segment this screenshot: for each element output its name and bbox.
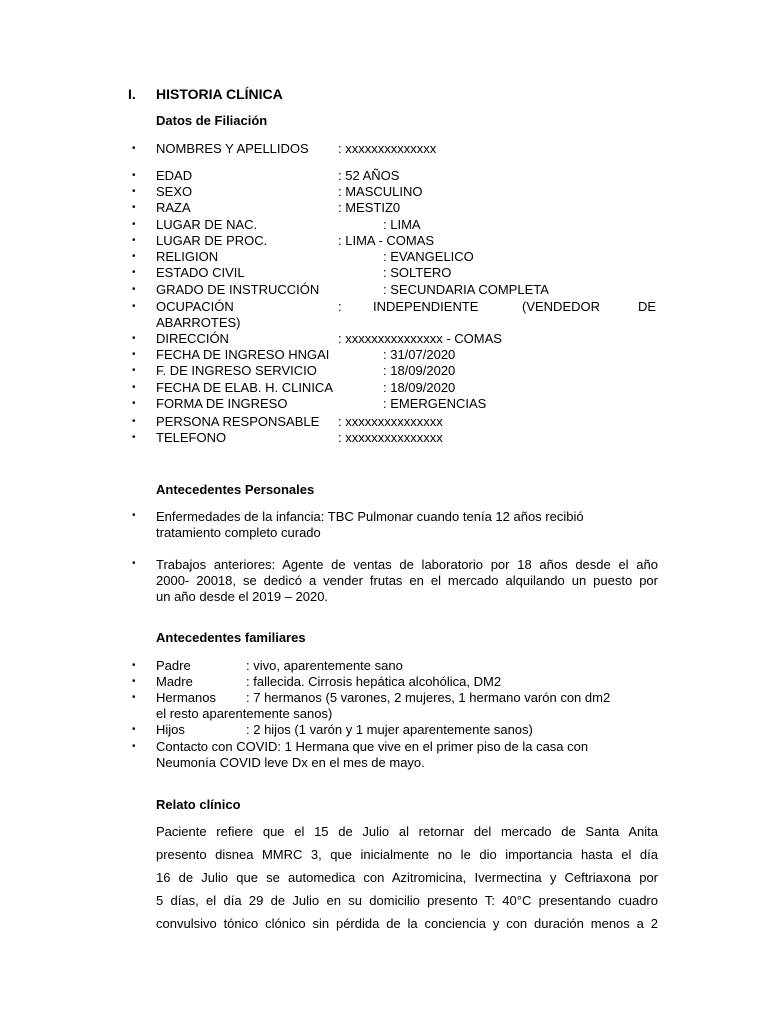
bullet: • [132, 186, 136, 197]
bullet: • [132, 235, 136, 246]
text-line: un año desde el 2019 – 2020. [156, 589, 329, 604]
bullet: • [132, 741, 136, 752]
field-colon: : [338, 299, 342, 314]
filiacion-item-lugar-nac [128, 217, 658, 233]
bullet: • [132, 267, 136, 278]
bullet: • [132, 382, 136, 393]
field-value: : vivo, aparentemente sano [246, 658, 403, 673]
field-label: Hermanos [156, 690, 216, 705]
field-value: : xxxxxxxxxxxxxx [338, 141, 437, 156]
personales-item-infancia [156, 509, 658, 541]
filiacion-heading: Datos de Filiación [156, 113, 268, 128]
field-label: ESTADO CIVIL [156, 265, 245, 280]
filiacion-item-direccion [128, 331, 658, 347]
field-value: : 2 hijos (1 varón y 1 mujer aparentemente sanos) [246, 722, 533, 737]
bullet: • [132, 724, 136, 735]
relato-line: 16 de Julio que se automedica con Azitromicina, Ivermectina y Ceftriaxona por [156, 870, 658, 885]
field-label: DIRECCIÓN [156, 331, 229, 346]
familiares-item-hijos [128, 722, 658, 738]
filiacion-item-ingreso-servicio [128, 363, 658, 379]
field-value: : fallecida. Cirrosis hepática alcohólica, DM2 [246, 674, 502, 689]
relato-line: convulsivo tónico clónico sin pérdida de la conciencia y con duración menos a 2 [156, 916, 658, 931]
text-line: Enfermedades de la infancia: TBC Pulmonar cuando tenía 12 años recibió [156, 509, 584, 524]
field-value-word: INDEPENDIENTE [373, 299, 479, 314]
field-value: : EMERGENCIAS [383, 396, 487, 411]
field-value: : 18/09/2020 [383, 363, 456, 378]
filiacion-item-fecha-ingreso [128, 347, 658, 363]
bullet: • [132, 301, 136, 312]
field-value: : LIMA - COMAS [338, 233, 435, 248]
field-value: : MESTIZ0 [338, 200, 401, 215]
bullet: • [132, 558, 136, 569]
bullet: • [132, 416, 136, 427]
field-value: : EVANGELICO [383, 249, 474, 264]
field-label: FECHA DE ELAB. H. CLINICA [156, 380, 333, 395]
field-label: Hijos [156, 722, 185, 737]
field-label: TELEFONO [156, 430, 227, 445]
field-label: LUGAR DE PROC. [156, 233, 268, 248]
familiares-item-hermanos [128, 690, 658, 706]
filiacion-item-fecha-elab [128, 380, 658, 396]
text-line: tratamiento completo curado [156, 525, 321, 540]
text-line: 2000- 20018, se dedicó a vender frutas en el mercado alquilando un puesto por [156, 573, 658, 588]
field-label: LUGAR DE NAC. [156, 217, 258, 232]
section-title: HISTORIA CLÍNICA [156, 86, 283, 102]
filiacion-item-sexo [128, 184, 658, 200]
bullet: • [132, 219, 136, 230]
field-label: SEXO [156, 184, 193, 199]
filiacion-item-estado-civil [128, 265, 658, 281]
field-value: : 18/09/2020 [383, 380, 456, 395]
text-line: Contacto con COVID: 1 Hermana que vive en el primer piso de la casa con [156, 739, 589, 754]
field-value: : 7 hermanos (5 varones, 2 mujeres, 1 hermano varón con dm2 [246, 690, 611, 705]
familiares-item-padre [128, 658, 658, 674]
familiares-item-hermanos-cont [128, 706, 658, 722]
filiacion-item-forma-ingreso [128, 396, 658, 412]
field-label: FECHA DE INGRESO HNGAI [156, 347, 330, 362]
field-value: : 31/07/2020 [383, 347, 456, 362]
bullet: • [132, 398, 136, 409]
bullet: • [132, 660, 136, 671]
relato-line: Paciente refiere que el 15 de Julio al retornar del mercado de Santa Anita [156, 824, 658, 839]
field-value: : MASCULINO [338, 184, 423, 199]
field-value-continued: ABARROTES) [156, 315, 241, 330]
personales-item-trabajos [156, 557, 658, 605]
filiacion-item-religion [128, 249, 658, 265]
field-label: Padre [156, 658, 191, 673]
filiacion-item-raza [128, 200, 658, 216]
field-label: PERSONA RESPONSABLE [156, 414, 320, 429]
field-value-continued: el resto aparentemente sanos) [156, 706, 333, 721]
bullet: • [132, 432, 136, 443]
field-label: F. DE INGRESO SERVICIO [156, 363, 317, 378]
field-value: : SECUNDARIA COMPLETA [383, 282, 549, 297]
field-value: : xxxxxxxxxxxxxxx [338, 414, 443, 429]
field-label: RAZA [156, 200, 191, 215]
bullet: • [132, 251, 136, 262]
bullet: • [132, 143, 136, 154]
bullet: • [132, 333, 136, 344]
relato-heading: Relato clínico [156, 797, 241, 812]
section-number: I. [128, 86, 136, 102]
filiacion-item-ocupacion [128, 299, 658, 331]
field-label: OCUPACIÓN [156, 299, 234, 314]
familiares-item-madre [128, 674, 658, 690]
relato-line: presento disnea MMRC 3, que inicialmente no le dio importancia hasta el día [156, 847, 658, 862]
filiacion-item-edad [128, 168, 658, 184]
bullet: • [132, 284, 136, 295]
field-label: FORMA DE INGRESO [156, 396, 288, 411]
field-label: Madre [156, 674, 193, 689]
personales-heading: Antecedentes Personales [156, 482, 315, 497]
bullet: • [132, 676, 136, 687]
text-line: Trabajos anteriores: Agente de ventas de laboratorio por 18 años desde el año [156, 557, 658, 572]
relato-line: 5 días, el día 29 de Julio en su domicilio presento T: 40°C presentando cuadro [156, 893, 658, 908]
familiares-item-covid-cont [128, 755, 658, 771]
filiacion-item-persona [128, 414, 658, 430]
bullet: • [132, 170, 136, 181]
field-label: NOMBRES Y APELLIDOS [156, 141, 309, 156]
text-line: Neumonía COVID leve Dx en el mes de mayo. [156, 755, 425, 770]
filiacion-item-lugar-proc [128, 233, 658, 249]
field-label: RELIGION [156, 249, 219, 264]
filiacion-item-telefono [128, 430, 658, 446]
familiares-heading: Antecedentes familiares [156, 630, 306, 645]
field-value: : xxxxxxxxxxxxxxx [338, 430, 443, 445]
field-value: : LIMA [383, 217, 421, 232]
familiares-item-covid [128, 739, 658, 755]
field-label: EDAD [156, 168, 193, 183]
field-value: : 52 AÑOS [338, 168, 400, 183]
field-value: : xxxxxxxxxxxxxxx - COMAS [338, 331, 502, 346]
field-value-word: DE [638, 299, 657, 314]
bullet: • [132, 692, 136, 703]
field-value: : SOLTERO [383, 265, 452, 280]
bullet: • [132, 202, 136, 213]
field-value-word: (VENDEDOR [522, 299, 601, 314]
filiacion-item-grado [128, 282, 658, 298]
field-label: GRADO DE INSTRUCCIÓN [156, 282, 320, 297]
bullet: • [132, 349, 136, 360]
filiacion-item-nombres [128, 141, 658, 157]
bullet: • [132, 510, 136, 521]
bullet: • [132, 365, 136, 376]
